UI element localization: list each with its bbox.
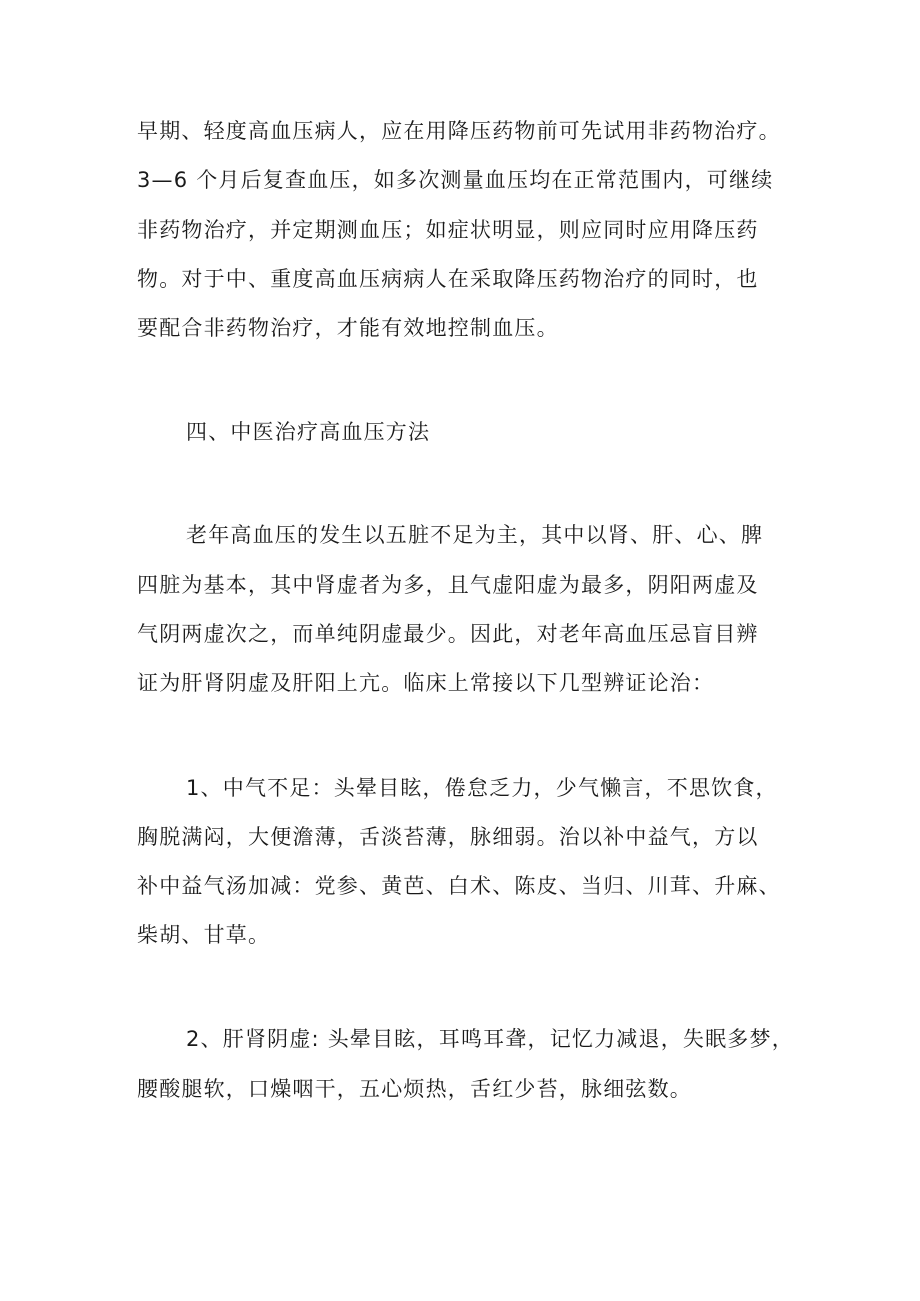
- section-heading: 四、中医治疗高血压方法: [186, 420, 431, 444]
- paragraph-line: 物。对于中、重度高血压病病人在采取降压药物治疗的同时，也: [137, 267, 759, 291]
- paragraph-line: 1、中气不足：头晕目眩，倦怠乏力，少气懒言，不思饮食，: [186, 776, 778, 800]
- paragraph-line: 2、肝肾阴虚: 头晕目眩，耳鸣耳聋，记忆力减退，失眠多梦，: [186, 1027, 794, 1051]
- paragraph-line: 3—6 个月后复查血压，如多次测量血压均在正常范围内，可继续: [137, 168, 774, 192]
- paragraph-line: 补中益气汤加减：党参、黄芭、白术、陈皮、当归、川茸、升麻、: [137, 874, 781, 898]
- paragraph-line: 非药物治疗，并定期测血压；如症状明显，则应同时应用降压药: [137, 218, 759, 242]
- paragraph-line: 气阴两虚次之，而单纯阴虚最少。因此，对老年高血压忌盲目辨: [137, 622, 759, 646]
- paragraph-line: 老年高血压的发生以五脏不足为主，其中以肾、肝、心、脾: [186, 523, 764, 547]
- paragraph-line: 胸脱满闷，大便澹薄，舌淡苔薄，脉细弱。治以补中益气，方以: [137, 825, 759, 849]
- paragraph-line: 早期、轻度高血压病人，应在用降压药物前可先试用非药物治疗。: [137, 119, 781, 143]
- paragraph-line: 四脏为基本，其中肾虚者为多，且气虚阳虚为最多，阴阳两虚及: [137, 573, 759, 597]
- paragraph-line: 腰酸腿软，口燥咽干，五心烦热，舌红少苔，脉细弦数。: [137, 1077, 692, 1101]
- paragraph-line: 要配合非药物治疗，才能有效地控制血压。: [137, 316, 559, 340]
- paragraph-line: 柴胡、甘草。: [137, 923, 271, 947]
- paragraph-line: 证为肝肾阴虚及肝阳上亢。临床上常接以下几型辨证论治：: [137, 671, 715, 695]
